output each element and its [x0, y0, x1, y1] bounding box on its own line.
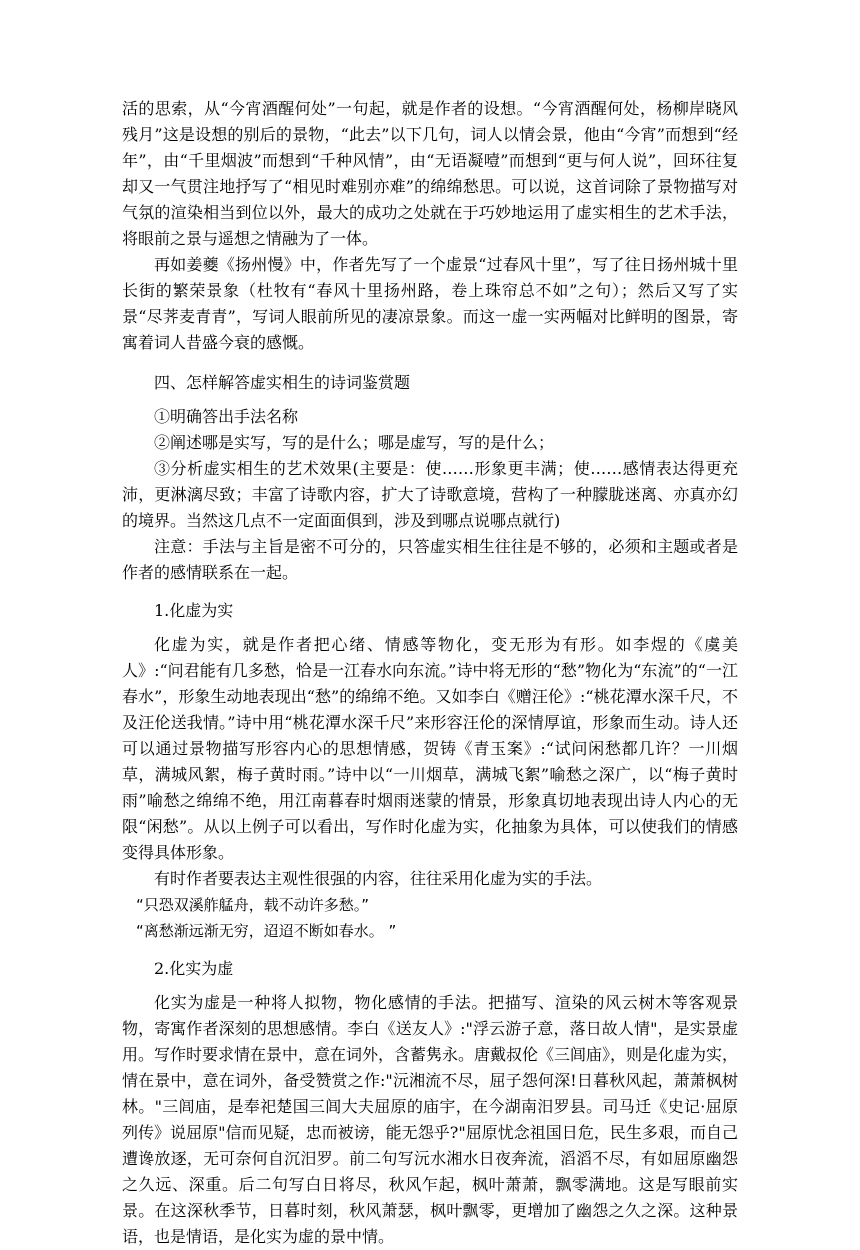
- quote-ouyang-xiu: “离愁渐远渐无穷，迢迢不断如春水。 ”: [136, 922, 397, 940]
- step-2: ②阐述哪是实写，写的是什么；哪是虚写，写的是什么；: [154, 433, 555, 452]
- paragraph-liu-yong-analysis: 活的思索，从“今宵酒醒何处”一句起，就是作者的设想。“今宵酒醒何处，杨柳岸晓风残月”这是设想的别后的景物，“此去”以下几句，词人以情会景，他由“今宵”而想到“经年”，由“千里烟波”而想到“千种风情”，由“无语凝噎”而想到“更与何人说”，回环往复却又一气贯注地抒写了“相见时难别亦难”的绵绵愁思。可以说，这首词除了景物描写对气氛的渲染相当到位以外，最大的成功之处就在于巧妙地运用了虚实相生的艺术手法，将眼前之景与遥想之情融为了一体。: [122, 99, 738, 248]
- paragraph-shi-to-xu: 化实为虚是一种将人拟物，物化感情的手法。把描写、渲染的风云树木等客观景物，寄寓作者深刻的思想感情。李白《送友人》:"浮云游子意，落日故人情"，是实景虚用。写作时要求情在景中，意在词外，含蓄隽永。唐戴叔伦《三闾庙》，则是化虚为实，情在景中，意在词外，备受赞赏之作:"沅湘流不尽，屈子怨何深!日暮秋风起，萧萧枫树林。"三闾庙，是奉祀楚国三闾大夫屈原的庙宇，在今湖南汨罗县。司马迁《史记·屈原列传》说屈原"信而见疑，忠而被谤，能无怨乎?"屈原忧念祖国日危，民生多艰，而自己遭谗放逐，无可奈何自沉汨罗。前二句写沅水湘水日夜奔流，滔滔不尽，有如屈原幽怨之久远、深重。后二句写白日将尽，秋风乍起，枫叶萧萧，飘零满地。这是写眼前实景。在这深秋季节，日暮时刻，秋风萧瑟，枫叶飘零，更增加了幽怨之久之深。这种景语，也是情语，是化实为虚的景中情。: [122, 993, 739, 1246]
- note-paragraph: 注意：手法与主旨是密不可分的，只答虚实相生往往是不够的，必须和主题或者是作者的感情联系在一起。: [122, 537, 738, 582]
- paragraph-jiang-kui-example: 再如姜夔《扬州慢》中，作者先写了一个虚景“过春风十里”，写了往日扬州城十里长街的繁荣景象（杜牧有“春风十里扬州路，卷上珠帘总不如”之句）；然后又写了实景“尽荠麦青青”，写词人眼前所见的凄凉景象。而这一虚一实两幅对比鲜明的图景，寄寓着词人昔盛今衰的感慨。: [122, 255, 738, 352]
- subheading-1: 1.化虚为实: [154, 601, 234, 620]
- paragraph-subjective: 有时作者要表达主观性很强的内容，往往采用化虚为实的手法。: [154, 869, 603, 888]
- step-3: ③分析虚实相生的艺术效果(主要是：使……形象更丰满；使……感情表达得更充沛，更淋漓尽致；丰富了诗歌内容，扩大了诗歌意境，营构了一种朦胧迷离、亦真亦幻的境界。当然这几点不一定面面俱到，涉及到哪点说哪点就行): [122, 459, 738, 530]
- quote-li-qingzhao: “只恐双溪舴艋舟，载不动许多愁。”: [136, 896, 370, 914]
- section-heading-4: 四、怎样解答虚实相生的诗词鉴赏题: [154, 373, 411, 392]
- subheading-2: 2.化实为虚: [154, 959, 234, 978]
- step-1: ①明确答出手法名称: [154, 407, 299, 426]
- document-body: [122, 96, 738, 1250]
- paragraph-xu-to-shi: 化虚为实，就是作者把心绪、情感等物化，变无形为有形。如李煜的《虞美人》:“问君能有几多愁，恰是一江春水向东流。”诗中将无形的“愁”物化为“东流”的“一江春水”，形象生动地表现出“愁”的绵绵不绝。又如李白《赠汪伦》:“桃花潭水深千尺，不及汪伦送我情。”诗中用“桃花潭水深千尺”来形容汪伦的深情厚谊，形象而生动。诗人还可以通过景物描写形容内心的思想情感，贺铸《青玉案》:“试问闲愁都几许？一川烟草，满城风絮，梅子黄时雨。”诗中以“一川烟草，满城飞絮”喻愁之深广，以“梅子黄时雨”喻愁之绵绵不绝，用江南暮春时烟雨迷蒙的情景，形象真切地表现出诗人内心的无限“闲愁”。从以上例子可以看出，写作时化虚为实，化抽象为具体，可以使我们的情感变得具体形象。: [122, 635, 738, 862]
